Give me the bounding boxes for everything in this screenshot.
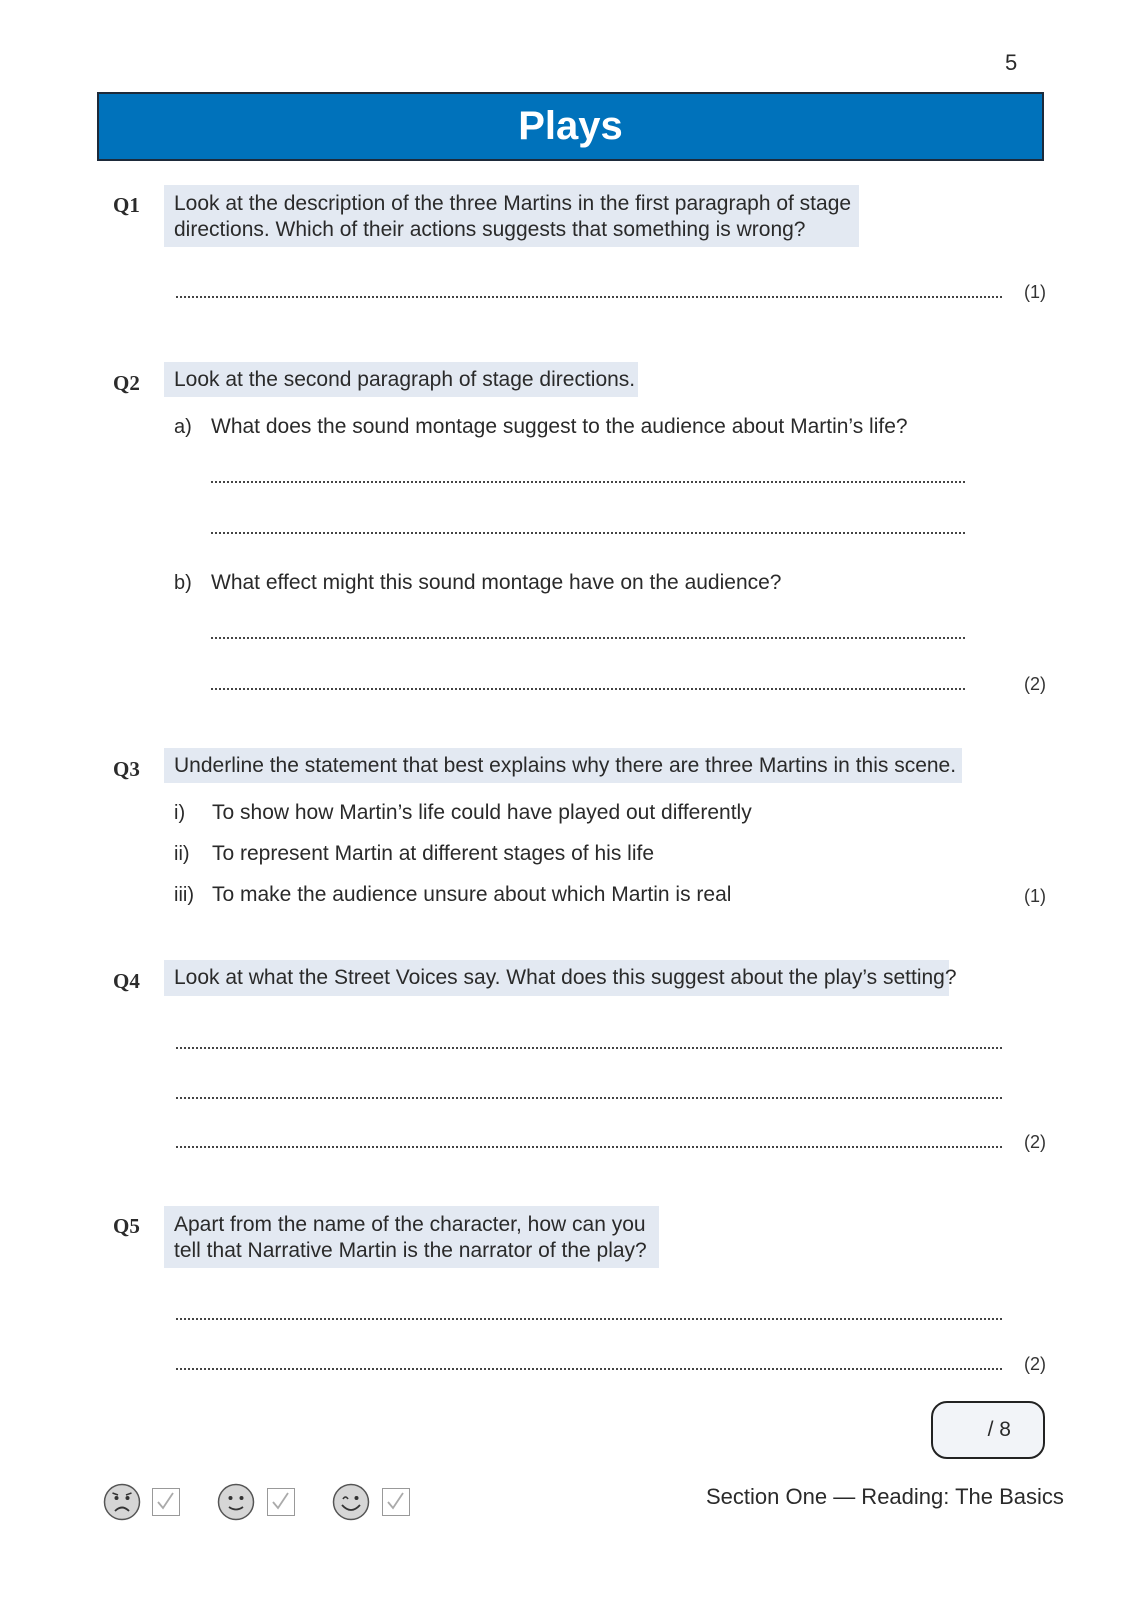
question-number: Q4 bbox=[113, 969, 140, 993]
answer-line[interactable] bbox=[211, 637, 965, 639]
question-prompt bbox=[164, 1206, 659, 1268]
neutral-checkbox[interactable] bbox=[267, 1488, 295, 1516]
marks-label: (2) bbox=[1024, 674, 1046, 694]
option-label: i) bbox=[174, 802, 186, 824]
answer-line[interactable] bbox=[176, 1047, 1002, 1049]
question-number: Q2 bbox=[113, 371, 140, 395]
marks-label: (1) bbox=[1024, 282, 1046, 302]
question-number: Q5 bbox=[113, 1214, 140, 1238]
sub-question-label: a) bbox=[174, 416, 192, 438]
happy-face-icon bbox=[332, 1483, 370, 1526]
answer-line[interactable] bbox=[211, 688, 965, 690]
check-icon bbox=[383, 1489, 408, 1514]
prompt-line: tell that Narrative Martin is the narrator of the play? bbox=[174, 1239, 647, 1262]
option-text[interactable]: To show how Martin’s life could have played out differently bbox=[212, 801, 752, 824]
answer-line[interactable] bbox=[176, 1146, 1002, 1148]
sad-checkbox[interactable] bbox=[152, 1488, 180, 1516]
question-number: Q3 bbox=[113, 757, 140, 781]
option-text[interactable]: To make the audience unsure about which Martin is real bbox=[212, 883, 732, 906]
check-icon bbox=[153, 1489, 178, 1514]
answer-line[interactable] bbox=[211, 532, 965, 534]
prompt-line: directions. Which of their actions suggests that something is wrong? bbox=[174, 218, 806, 241]
page-number: 5 bbox=[1005, 50, 1018, 75]
prompt-line: Apart from the name of the character, how can you bbox=[174, 1213, 646, 1236]
section-footer: Section One — Reading: The Basics bbox=[706, 1484, 1064, 1509]
sub-question-text: What does the sound montage suggest to the audience about Martin’s life? bbox=[211, 415, 908, 438]
option-label: ii) bbox=[174, 843, 190, 865]
option-label: iii) bbox=[174, 884, 194, 906]
answer-line[interactable] bbox=[176, 1097, 1002, 1099]
marks-label: (1) bbox=[1024, 886, 1046, 906]
prompt-line: Look at the description of the three Martins in the first paragraph of stage bbox=[174, 192, 852, 215]
score-box[interactable] bbox=[931, 1401, 1045, 1459]
answer-line[interactable] bbox=[211, 481, 965, 483]
question-prompt: Look at what the Street Voices say. What does this suggest about the play’s setting? bbox=[164, 960, 949, 996]
question-prompt bbox=[164, 185, 859, 247]
check-icon bbox=[268, 1489, 293, 1514]
sub-question-text: What effect might this sound montage have on the audience? bbox=[211, 571, 782, 594]
sad-face-icon bbox=[103, 1483, 141, 1526]
question-prompt: Underline the statement that best explains why there are three Martins in this scene. bbox=[164, 748, 962, 783]
answer-line[interactable] bbox=[176, 1368, 1002, 1370]
happy-checkbox[interactable] bbox=[382, 1488, 410, 1516]
question-number: Q1 bbox=[113, 193, 140, 217]
page-title: Plays bbox=[518, 104, 623, 148]
score-total: / 8 bbox=[987, 1418, 1011, 1441]
answer-line[interactable] bbox=[176, 296, 1002, 298]
marks-label: (2) bbox=[1024, 1354, 1046, 1374]
marks-label: (2) bbox=[1024, 1132, 1046, 1152]
answer-line[interactable] bbox=[176, 1318, 1002, 1320]
sub-question-label: b) bbox=[174, 572, 192, 594]
title-banner bbox=[97, 92, 1044, 161]
neutral-face-icon bbox=[217, 1483, 255, 1526]
option-text[interactable]: To represent Martin at different stages of his life bbox=[212, 842, 655, 865]
question-prompt: Look at the second paragraph of stage directions. bbox=[164, 362, 638, 397]
